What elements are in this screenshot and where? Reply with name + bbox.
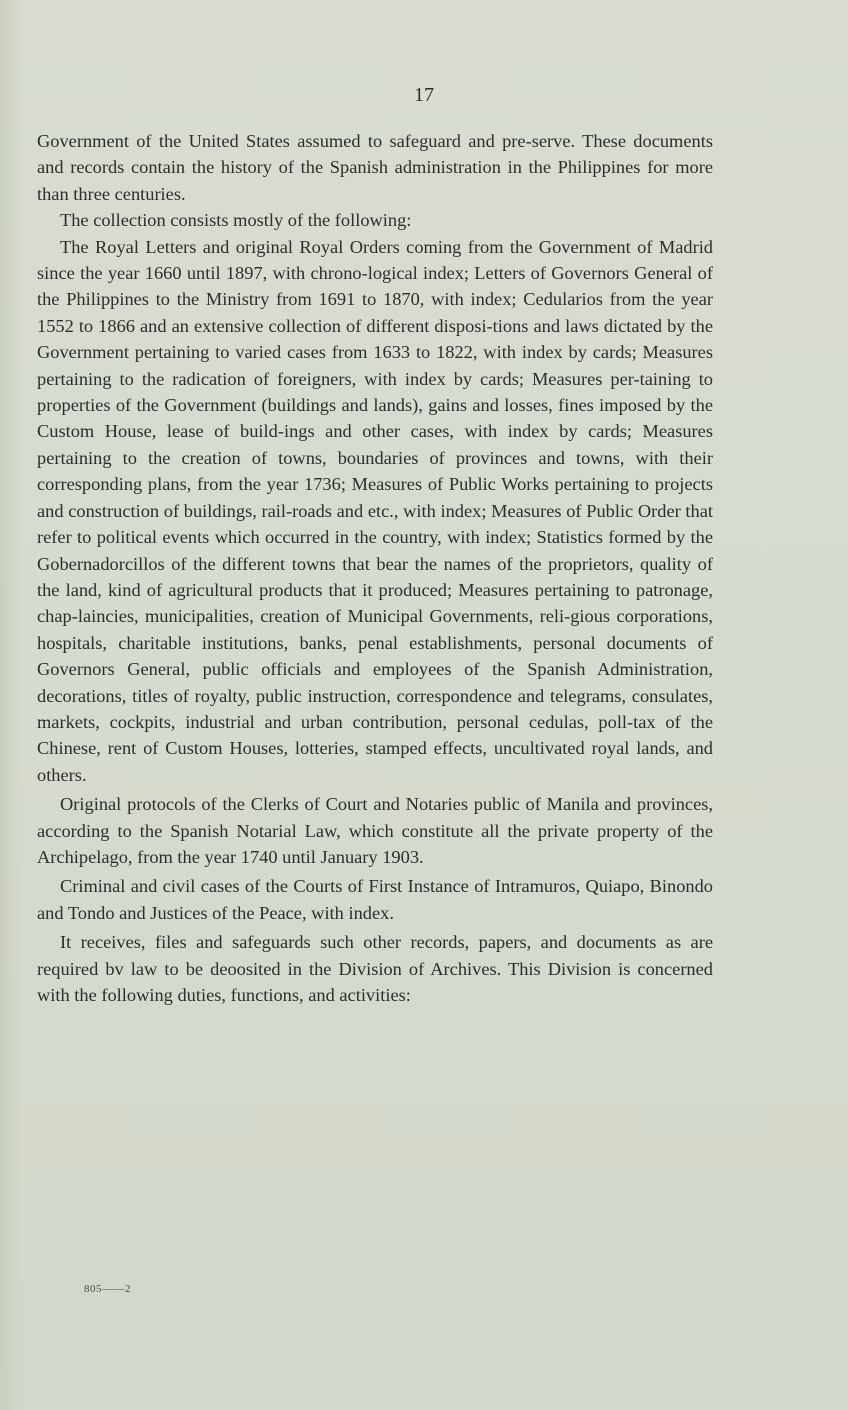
paragraph-continuation: Government of the United States assumed to safeguard and pre-serve. These documents and records contain the history of the Spanish administration in the Philippines for more than three centuries.: [37, 131, 713, 204]
paragraph-original-protocols: Original protocols of the Clerks of Court and Notaries public of Manila and provinces, according to the Spanish Notarial Law, which constitute all the private property of the Archipelago, from the year 1740 until January 1903.: [37, 794, 713, 867]
paragraph-royal-letters: The Royal Letters and original Royal Orders coming from the Government of Madrid since the year 1660 until 1897, with chrono-logical index; Letters of Governors General of the Philippines to the Ministry from 1691 to 1870, with index; Cedularios from the year 1552 to 1866 and an extensive collection of different disposi-tions and laws dictated by the Government pertaining to varied cases from 1633 to 1822, with index by cards; Measures pertaining to the radication of foreigners, with index by cards; Measures per-taining to properties of the Government (buildings and lands), gains and losses, fines imposed by the Custom House, lease of build-ings and other cases, with index by cards; Measures pertaining to the creation of towns, boundaries of provinces and towns, with their corresponding plans, from the year 1736; Measures of Public Works pertaining to projects and construction of buildings, rail-roads and etc., with index; Measures of Public Order that refer to political events which occurred in the country, with index; Statistics formed by the Gobernadorcillos of the different towns that bear the names of the proprietors, quality of the land, kind of agricultural products that it produced; Measures pertaining to patronage, chap-laincies, municipalities, creation of Municipal Governments, reli-gious corporations, hospitals, charitable institutions, banks, penal establishments, personal documents of Governors General, public officials and employees of the Spanish Administration, decorations, titles of royalty, public instruction, correspondence and telegrams, consulates, markets, cockpits, industrial and urban contribution, personal cedulas, poll-tax of the Chinese, rent of Custom Houses, lotteries, stamped effects, uncultivated royal lands, and others.: [37, 236, 713, 785]
paragraph-criminal-civil-cases: Criminal and civil cases of the Courts of First Instance of Intramuros, Quiapo, Binondo and Tondo and Justices of the Peace, with index.: [37, 876, 713, 923]
paragraph-collection-intro: The collection consists mostly of the following:: [60, 210, 412, 231]
body-text: [37, 128, 713, 1008]
page-edge-shadow: [0, 0, 22, 1410]
paragraph-division-duties: It receives, files and safeguards such other records, papers, and documents as are required bv law to be deoosited in the Division of Archives. This Division is concerned with the following duties, functions, and activities:: [37, 932, 713, 1005]
page-number: 17: [414, 84, 434, 106]
printer-signature-mark: 805——2: [84, 1283, 131, 1295]
